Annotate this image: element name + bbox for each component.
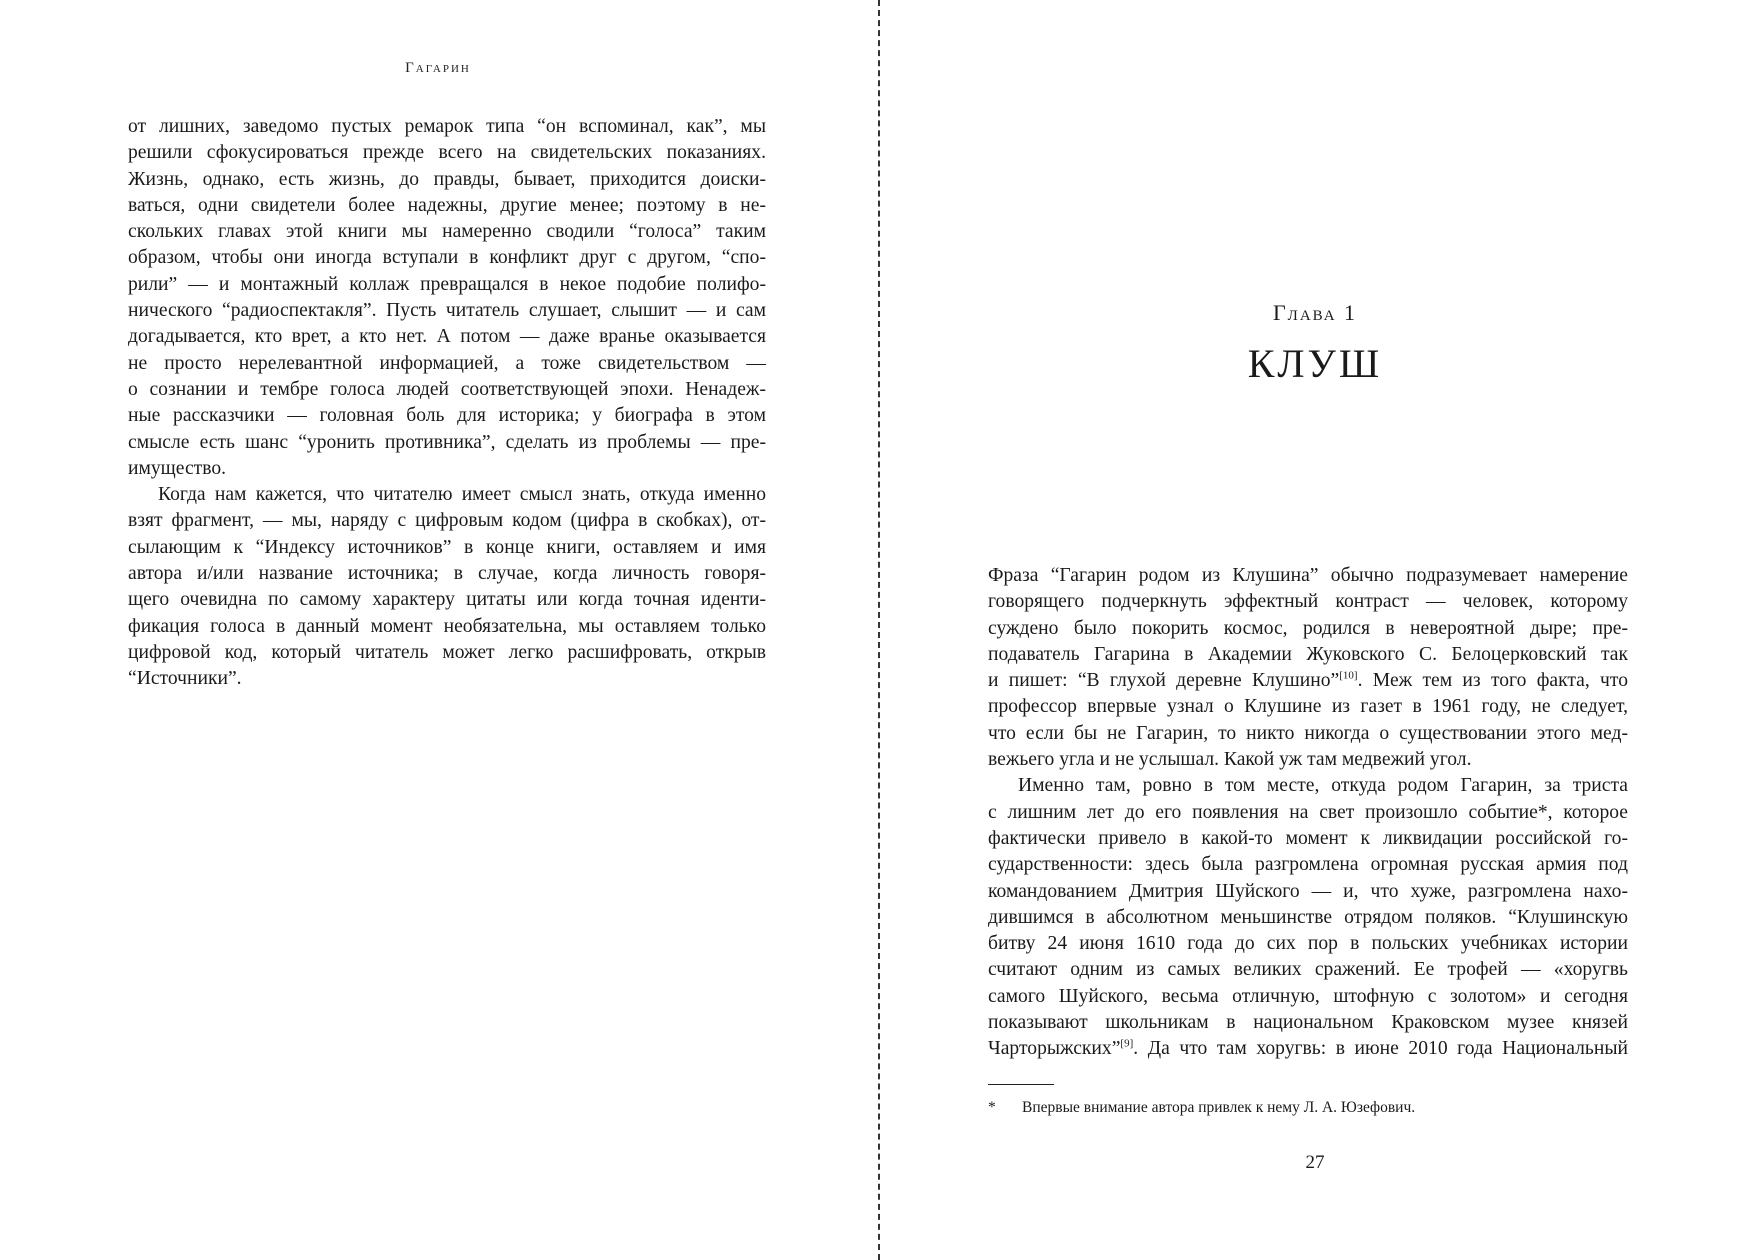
- text-line: цифровой код, который читатель может легко расшифровать, открыв: [128, 641, 766, 663]
- text-line: от лишних, заведомо пустых ремарок типа “он вспоминал, как”, мы: [128, 116, 766, 137]
- text-line: командованием Дмитрия Шуйского — и, что хуже, разгромлена нахо-: [988, 880, 1628, 902]
- chapter-label: Глава 1: [1272, 300, 1358, 325]
- text-line: взят фрагмент, — мы, наряду с цифровым кодом (цифра в скобках), от-: [128, 510, 766, 532]
- text-line: сударственности: здесь была разгромлена огромная русская армия под: [988, 854, 1628, 876]
- text-line-with-ref: [988, 668, 1628, 694]
- text-line: сылающим к “Индексу источников” в конце книги, оставляем и имя: [128, 536, 766, 558]
- source-ref: [9]: [1120, 1037, 1134, 1050]
- text-line: рили” — и монтажный коллаж превращался в некое подобие полифо-: [128, 273, 766, 295]
- text-line: о сознании и тембре голоса людей соответствующей эпохи. Ненадеж-: [128, 378, 766, 400]
- text-line: Жизнь, однако, есть жизнь, до правды, бывает, приходится доиски-: [128, 168, 766, 190]
- running-head: Гагарин: [405, 60, 471, 76]
- text-line: говорящего подчеркнуть эффектный контраст — человек, которому: [988, 591, 1628, 613]
- text-line: профессор впервые узнал о Клушине из газет в 1961 году, не следует,: [988, 696, 1628, 718]
- text-line: суждено было покорить космос, родился в невероятной дыре; пре-: [988, 617, 1628, 639]
- text-line: вежьего угла и не услышал. Какой уж там медвежий угол.: [988, 749, 1472, 771]
- right-page-text: [988, 563, 1628, 1063]
- left-page-text: [128, 114, 766, 693]
- source-ref: [10]: [1339, 669, 1358, 682]
- text-line: нического “радиоспектакля”. Пусть читатель слушает, слышит — и сам: [128, 300, 766, 322]
- text-line: “Источники”.: [128, 668, 242, 690]
- text-line: ваться, одни свидетели более надежны, другие менее; поэтому в не-: [128, 194, 766, 216]
- text-fragment: Да что там хоругвь: в июне 2010 года Национальный: [1147, 1038, 1629, 1060]
- text-fragment: и пишет: “В глухой деревне Клушино”: [988, 670, 1340, 692]
- text-line-with-ref: Чарторыжских”[9]. Да что там хоругвь: в июне 2010 года Национальный: [988, 1037, 1629, 1060]
- text-line: догадывается, кто врет, а кто нет. А потом — даже вранье оказывается: [128, 326, 766, 348]
- footnote-text: Впервые внимание автора привлек к нему Л. А. Юзефович.: [1022, 1099, 1416, 1116]
- text-line: автора и/или название источника; в случае, когда личность говоря-: [128, 563, 766, 585]
- text-fragment: . Меж тем из того факта, что: [1357, 670, 1628, 692]
- text-line: скольких главах этой книги мы намеренно сводили “голоса” таким: [128, 221, 766, 243]
- text-line: самого Шуйского, весьма отличную, штофную с золотом» и сегодня: [988, 985, 1628, 1007]
- text-line: имущество.: [128, 457, 227, 479]
- chapter-title: КЛУШ: [1247, 341, 1383, 386]
- text-line: Фраза “Гагарин родом из Клушина” обычно подразумевает намерение: [988, 565, 1628, 586]
- text-line: считают одним из самых великих сражений. Ее трофей — «хоругвь: [988, 959, 1628, 981]
- footnote-mark: *: [988, 1099, 996, 1116]
- text-line: Когда нам кажется, что читателю имеет смысл знать, откуда именно: [158, 484, 766, 506]
- page-number: 27: [1305, 1152, 1325, 1173]
- text-line: фикация голоса в данный момент необязательна, мы оставляем только: [128, 615, 766, 637]
- footnote: [988, 1098, 1628, 1118]
- text-fragment: Чарторыжских”: [988, 1038, 1121, 1060]
- text-line: что если бы не Гагарин, то никто никогда о существовании этого мед-: [988, 722, 1628, 744]
- text-line: с лишним лет до его появления на свет произошло событие*, которое: [988, 801, 1628, 823]
- text-line: щего очевидна по самому характеру цитаты или когда точная иденти-: [128, 589, 766, 611]
- text-line: дившимся в абсолютном меньшинстве отрядом поляков. “Клушинскую: [988, 906, 1628, 928]
- text-line: подаватель Гагарина в Академии Жуковского С. Белоцерковский так: [988, 643, 1628, 665]
- text-line: решили сфокусироваться прежде всего на свидетельских показаниях.: [128, 142, 766, 164]
- text-line: не просто нерелевантной информацией, а тоже свидетельством —: [128, 352, 766, 374]
- text-line: показывают школьникам в национальном Краковском музее князей: [988, 1012, 1628, 1034]
- footnote-rule: [988, 1084, 1054, 1085]
- text-line: образом, чтобы они иногда вступали в конфликт друг с другом, “спо-: [128, 247, 766, 269]
- text-line: фактически привело в какой-то момент к ликвидации российской го-: [988, 827, 1628, 849]
- right-page: [880, 0, 1750, 1260]
- text-line: ные рассказчики — головная боль для историка; у биографа в этом: [128, 405, 766, 427]
- text-line: смысле есть шанс “уронить противника”, сделать из проблемы — пре-: [128, 431, 766, 453]
- text-line: Именно там, ровно в том месте, откуда родом Гагарин, за триста: [1018, 775, 1628, 797]
- text-line: битву 24 июня 1610 года до сих пор в польских учебниках истории: [988, 933, 1628, 955]
